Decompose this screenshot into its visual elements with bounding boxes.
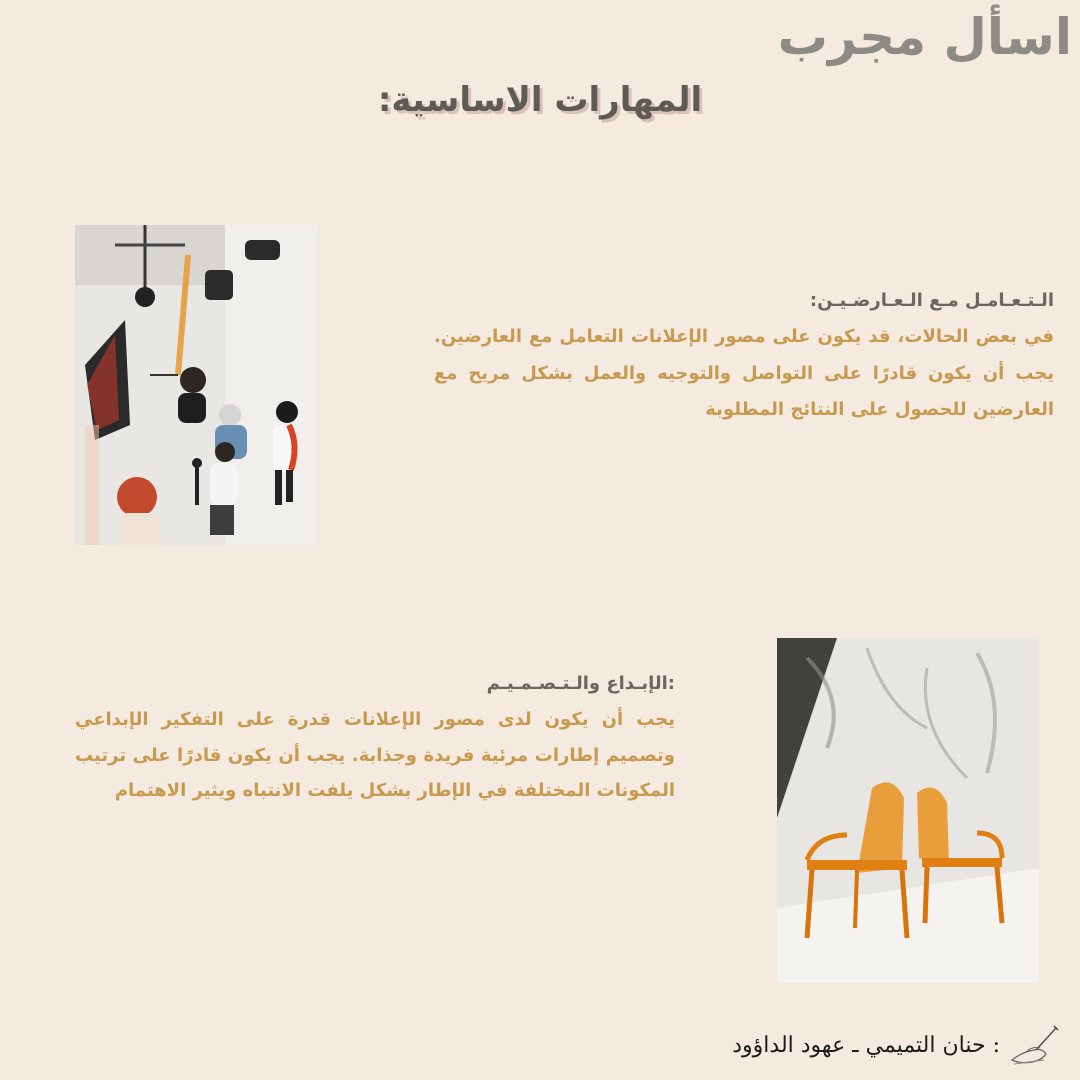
brand-title: اسأل مجرب: [777, 8, 1072, 66]
chairs-photo: [777, 638, 1039, 982]
section-heading-creativity: :الإبـداع والـتـصـمـيـم: [486, 673, 675, 694]
page-title: المهارات الاساسية:: [377, 80, 703, 120]
footer-credits: [732, 1022, 1060, 1068]
section-text-models: في بعض الحالات، قد يكون على مصور الإعلانات التعامل مع العارضين. يجب أن يكون قادرًا على التواصل والتوجيه والعمل بشكل مريح مع العارضين للحصول على النتائج المطلوبة: [434, 326, 1054, 420]
section-working-with-models: [434, 283, 1054, 429]
footer-authors: : حنان التميمي ـ عهود الداؤود: [732, 1032, 1000, 1058]
section-text-creativity: يجب أن يكون لدى مصور الإعلانات قدرة على التفكير الإبداعي وتصميم إطارات مرئية فريدة وجذابة. يجب أن يكون قادرًا على ترتيب المكونات المختلفة في الإطار بشكل يلفت الانتباه ويثير الاهتمام: [75, 709, 675, 801]
section-creativity-design: [75, 666, 675, 809]
section-heading-models: الـتـعـامـل مـع الـعـارضـيـن:: [809, 290, 1054, 311]
hand-writing-pen-icon: [1008, 1022, 1060, 1068]
studio-photo: [75, 225, 318, 545]
